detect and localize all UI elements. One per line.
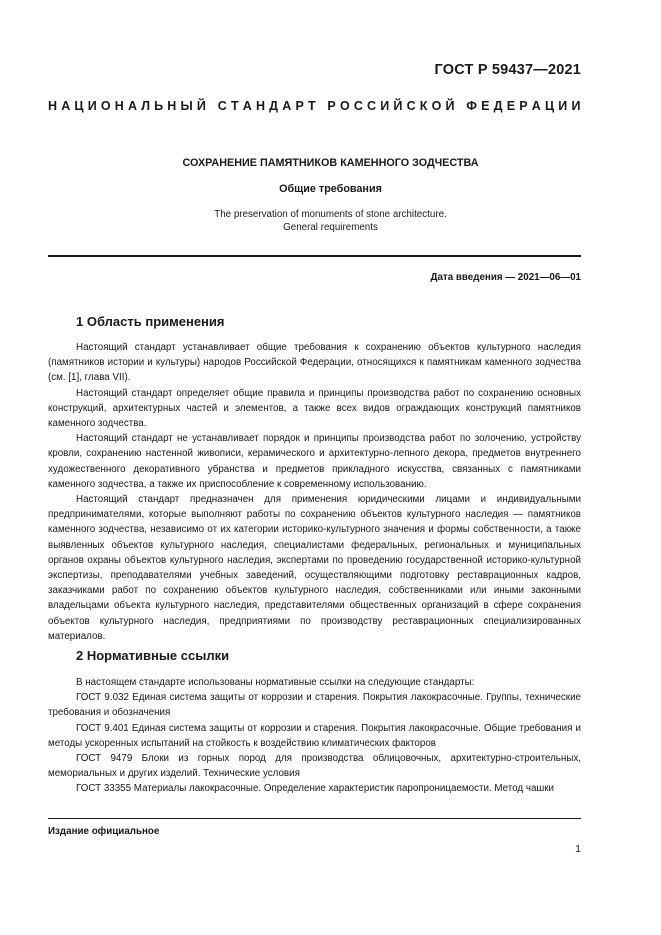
banner-letter: Н [255, 99, 265, 113]
banner-letter: И [380, 99, 390, 113]
english-title-line-1: The preservation of monuments of stone architecture. [214, 209, 447, 220]
header-divider [48, 255, 581, 257]
section-2-paragraph: ГОСТ 9479 Блоки из горных пород для производства облицовочных, архитектурно-строительных, мемориальных и других изделий. Технические условия [48, 753, 581, 780]
banner-letter: Р [519, 99, 528, 113]
banner-letter: А [127, 99, 138, 113]
banner-letter: Н [48, 99, 58, 113]
section-2-paragraph: ГОСТ 9.401 Единая система защиты от коррозии и старения. Покрытия лакокрасочные. Общие требования и методы ускоренных испытаний на стойкость к воздействию климатических факторов [48, 722, 581, 749]
gost-number: ГОСТ Р 59437—2021 [434, 62, 581, 78]
banner-letter: Т [230, 99, 239, 113]
banner-letter: Н [167, 99, 177, 113]
section-1-paragraph: Настоящий стандарт предназначен для применения юридическими лицами и индивидуальными предпринимателями, которые выполняют работы по сохранению объектов культурного наследия — памятников каменного зодчества, независимо от их категории историко-культурного значения и формы собственности, а также выявленных объектов культурного наследия, специалистами федеральных, региональных и муниципальных органов охраны объектов культурного наследия, экспертами по проведению государственной историко-культурной экспертизы, преподавателями учебных заведений, осуществляющими подготовку реставрационных кадров, заказчиками работ по сохранению объектов культурного наследия, собственниками или иными законными владельцами объекта культурного наследия, представителями общественных организаций в сфере сохранения объектов культурного наследия, предприятиями по производству реставрационных специализированных материалов. [48, 494, 581, 642]
banner-letter: Р [327, 99, 336, 113]
banner-letter: А [242, 99, 252, 113]
english-title [0, 208, 661, 234]
banner-letter: Е [481, 99, 490, 113]
section-1-heading: 1 Область применения [76, 314, 225, 329]
banner-letter: Е [506, 99, 516, 113]
banner-letter: Й [196, 99, 206, 113]
banner-letter: А [531, 99, 541, 113]
document-subtitle: Общие требования [279, 183, 382, 195]
section-1-body [48, 340, 581, 644]
banner-letter: Д [269, 99, 279, 113]
section-2-body [48, 675, 581, 797]
banner-letter: Ц [74, 99, 84, 113]
official-edition-label: Издание официальное [48, 826, 160, 837]
section-1-paragraph: Настоящий стандарт не устанавливает порядок и принципы производства работ по золочению, устройству кровли, сохранению настенной живописи, керамического и архитектурно-лепного декора, предметов внутреннего художественного декоративного убранства и предметов прикладного искусства, связанных с памятниками каменного зодчества, а также их приспособление к современному использованию. [48, 433, 581, 490]
banner-letter: Н [114, 99, 124, 113]
national-standard-banner [48, 99, 581, 113]
banner-letter: С [353, 99, 363, 113]
banner-letter: Л [141, 99, 150, 113]
banner-letter: С [217, 99, 227, 113]
introduction-date: Дата введения — 2021—06—01 [430, 272, 581, 283]
banner-letter: Ы [180, 99, 193, 113]
banner-letter: Й [393, 99, 403, 113]
section-2-heading: 2 Нормативные ссылки [76, 648, 230, 663]
document-title: СОХРАНЕНИЕ ПАМЯТНИКОВ КАМЕННОГО ЗОДЧЕСТВА [182, 157, 479, 169]
banner-letter: А [61, 99, 71, 113]
section-2-paragraph: В настоящем стандарте использованы нормативные ссылки на следующие стандарты: [76, 677, 475, 688]
banner-letter: С [367, 99, 377, 113]
banner-word-gap [459, 99, 462, 113]
banner-letter: Ь [154, 99, 164, 113]
banner-letter: Т [307, 99, 316, 113]
banner-word-gap [320, 99, 323, 113]
banner-letter: О [339, 99, 350, 113]
banner-letter: Й [445, 99, 455, 113]
banner-letter: Р [295, 99, 304, 113]
banner-letter: Д [493, 99, 503, 113]
banner-letter: О [431, 99, 442, 113]
banner-letter: И [558, 99, 568, 113]
banner-letter: О [100, 99, 111, 113]
english-title-line-2: General requirements [283, 222, 378, 233]
section-1-paragraph: Настоящий стандарт устанавливает общие требования к сохранению объектов культурного наследия (памятников истории и культуры) народов Российской Федерации, относящихся к памятникам каменного зодчества (см. [1], глава VII). [48, 342, 581, 384]
banner-word-gap [210, 99, 213, 113]
banner-letter: И [87, 99, 97, 113]
banner-letter: Ф [466, 99, 477, 113]
banner-letter: И [571, 99, 581, 113]
section-1-paragraph: Настоящий стандарт определяет общие правила и принципы производства работ по сохранению основных конструкций, архитектурных частей и элементов, а также всех видов ограждающих конструкций памятников каменного зодчества. [48, 387, 581, 430]
banner-letter: Ц [544, 99, 555, 113]
section-2-paragraph: ГОСТ 33355 Материалы лакокрасочные. Определение характеристик паропроницаемости. Метод чашки [76, 783, 555, 795]
section-2-paragraph: ГОСТ 9.032 Единая система защиты от коррозии и старения. Покрытия лакокрасочные. Группы, технические требования и обозначения [48, 692, 581, 719]
banner-letter: А [282, 99, 292, 113]
footer-divider [48, 818, 581, 819]
page-number: 1 [575, 843, 581, 855]
banner-letter: С [406, 99, 416, 113]
banner-letter: К [419, 99, 428, 113]
